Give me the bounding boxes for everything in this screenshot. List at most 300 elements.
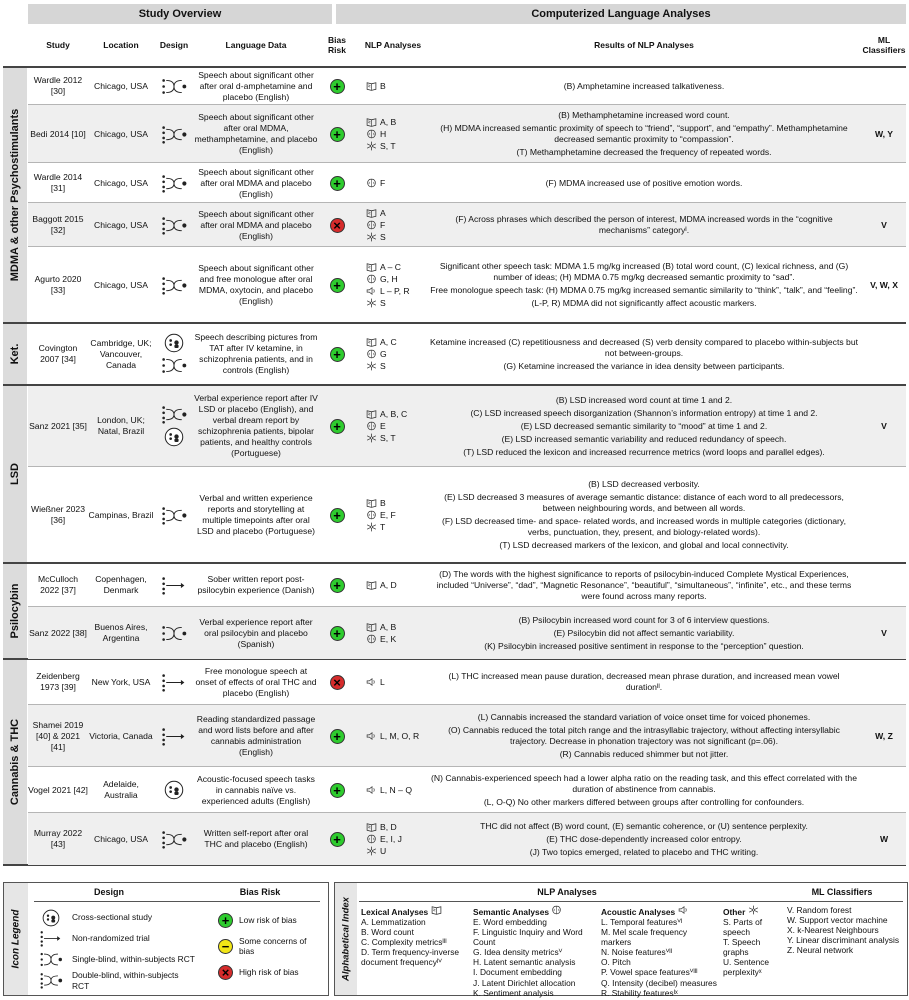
nlp-analysis-item — [366, 433, 407, 444]
semantic-icon — [366, 178, 377, 188]
other-icon — [748, 905, 759, 915]
bias-risk — [318, 247, 356, 323]
nlp-analysis-item — [366, 178, 385, 189]
legend-index-item: O. Pitch — [601, 957, 631, 968]
legend-index-item: F. Linguistic Inquiry and Word Count — [473, 927, 583, 948]
nlp-analyses — [360, 163, 426, 203]
result-line: (B) Amphetamine increased talkativeness. — [563, 80, 725, 91]
other-icon — [748, 907, 759, 917]
nlp-analysis-item — [366, 498, 396, 509]
language-data: Verbal experience report after IV LSD or placebo (English), and verbal dream report by schizophrenia patients, bipolar patients, and healthy controls (Portuguese) — [194, 393, 318, 458]
study-row — [28, 68, 906, 104]
bias-risk — [318, 813, 356, 865]
legend-index-item: Q. Intensity (decibel) measures — [601, 977, 717, 988]
nlp-analysis-codes: G, H — [380, 273, 398, 284]
nlp-analysis-codes: S — [380, 360, 386, 371]
result-line: (T) LSD reduced the lexicon and increased recurrence metrics (word loops and parallel edges). — [463, 446, 825, 457]
lexical-icon — [366, 208, 377, 218]
result-line: (G) Ketamine increased the variance in idea density between participants. — [503, 360, 785, 371]
legend-index-item: H. Latent semantic analysis — [473, 957, 576, 968]
lexical-icon — [366, 580, 377, 590]
language-data: Speech about significant other after oral MDMA and placebo (English) — [198, 208, 314, 241]
ml-classifiers — [862, 767, 906, 813]
study-name: Murray 2022 [43] — [33, 828, 83, 849]
result-line: (L, O-Q) No other markers differed between groups after controlling for confounders. — [483, 796, 805, 807]
legend-index-item: Y. Linear discriminant analysis — [787, 935, 900, 946]
ml-classifiers — [862, 324, 906, 384]
ml-classifiers — [862, 467, 906, 563]
col-results: Results of NLP Analyses — [594, 40, 694, 51]
nlp-analysis-item — [366, 634, 396, 645]
study-location: Chicago, USA — [94, 177, 148, 188]
legend-index-item: B. Word count — [361, 927, 414, 938]
bias-risk — [318, 386, 356, 466]
col-language: Language Data — [225, 40, 287, 51]
nlp-results — [426, 203, 862, 247]
nlp-analysis-codes: S, T — [380, 140, 396, 151]
nlp-analysis-item — [366, 274, 410, 285]
study-location: Copenhagen, Denmark — [95, 574, 147, 595]
study-name: Shamei 2019 [40] & 2021 [41] — [32, 719, 84, 752]
legend-design-item — [38, 928, 198, 949]
study-location: Campinas, Brazil — [88, 509, 154, 520]
study-row — [28, 812, 906, 865]
semantic-icon — [366, 510, 377, 520]
nlp-results — [426, 564, 862, 606]
result-line: (E) THC dose-dependently increased color entropy. — [546, 833, 742, 844]
low-risk-plus-icon: + — [330, 127, 345, 142]
group-label-psilocybin: Psilocybin — [3, 564, 27, 658]
legend-index-item: D. Term frequency-inverse document frequencyᴵⱽ — [361, 947, 460, 968]
semantic-icon — [366, 634, 377, 644]
nlp-analyses — [360, 386, 426, 466]
study-overview-header: Study Overview — [28, 4, 332, 24]
legend-index-item: X. k-Nearest Neighbours — [787, 925, 879, 936]
semantic-icon — [551, 907, 562, 917]
nlp-results — [426, 163, 862, 203]
study-design — [154, 324, 194, 384]
nlp-results — [426, 105, 862, 163]
nlp-analysis-item — [366, 232, 386, 243]
computerized-analyses-header: Computerized Language Analyses — [336, 4, 906, 24]
nlp-analyses — [360, 247, 426, 323]
study-location: Chicago, USA — [94, 80, 148, 91]
nlp-analysis-codes: A — [380, 207, 386, 218]
nlp-analysis-item — [366, 677, 385, 688]
nlp-analyses — [360, 813, 426, 865]
nlp-analysis-codes: A, B, C — [380, 408, 408, 419]
double-blind-icon — [161, 506, 187, 525]
double-blind-icon — [161, 125, 187, 144]
nlp-results — [426, 68, 862, 104]
legend-lexical — [361, 905, 469, 967]
nlp-analysis-codes: F — [380, 219, 386, 230]
nlp-results — [426, 660, 862, 704]
nlp-analysis-codes: E, I, J — [380, 833, 402, 844]
study-design — [154, 163, 194, 203]
bias-risk — [318, 324, 356, 384]
some-concerns-minus-icon: − — [218, 939, 233, 954]
study-design — [154, 467, 194, 563]
legend-semantic-title: Semantic Analyses — [473, 907, 550, 917]
single-blind-icon — [161, 77, 187, 96]
ml-classifiers: V, W, X — [870, 279, 898, 290]
nlp-analysis-codes: E, F — [380, 509, 396, 520]
nlp-analysis-item — [366, 141, 396, 152]
study-row — [28, 202, 906, 247]
nlp-analysis-codes: A, B — [380, 621, 397, 632]
result-line: (F) LSD decreased time- and space- related words, and increased words in multiple categories (dictionary, verbs, punctuation, they, present, and biology-related words). — [442, 516, 846, 537]
legend-acoustic — [601, 905, 719, 998]
legend-bias-label: High risk of bias — [239, 966, 299, 977]
nlp-results — [426, 705, 862, 767]
group-label-mdma: MDMA & other Psychostimulants — [3, 68, 27, 322]
nlp-analysis-codes: A, D — [380, 579, 397, 590]
result-line: (B) LSD increased word count at time 1 and 2. — [555, 394, 733, 405]
study-row — [28, 162, 906, 203]
result-line: (T) LSD decreased markers of the lexicon, and global and local connectivity. — [499, 540, 789, 550]
semantic-icon — [366, 274, 377, 284]
legend-acoustic-title: Acoustic Analyses — [601, 907, 676, 917]
nlp-analysis-item — [366, 81, 386, 92]
legend-index-item: M. Mel scale frequency markers — [601, 927, 688, 948]
semantic-icon — [366, 129, 377, 139]
col-ml: ML Classifiers — [862, 35, 906, 55]
acoustic-icon — [678, 905, 689, 915]
study-location: Chicago, USA — [94, 128, 148, 139]
semantic-icon — [366, 834, 377, 844]
nlp-analyses — [360, 324, 426, 384]
legend-design-label: Non-randomized trial — [72, 933, 150, 944]
study-location: Chicago, USA — [94, 279, 148, 290]
result-line: (H) MDMA increased semantic proximity of speech to “friend”, “support”, and “empathy”. Methamphetamine decreased semantic proximity to “compassion”. — [440, 123, 848, 144]
nlp-analysis-item — [366, 129, 396, 140]
low-risk-plus-icon: + — [330, 578, 345, 593]
bias-risk — [318, 68, 356, 104]
lexical-icon — [366, 409, 377, 419]
ml-classifiers — [862, 68, 906, 104]
study-row — [28, 246, 906, 323]
nlp-analysis-item — [366, 622, 396, 633]
bias-risk — [318, 467, 356, 563]
result-line: (N) Cannabis-experienced speech had a lower alpha ratio on the reading task, and this effect correlated with the duration of abstinence from cannabis. — [431, 772, 857, 794]
legend-index-item: K. Sentiment analysis — [473, 987, 554, 998]
nlp-analysis-item — [366, 731, 419, 742]
language-data: Speech about significant other after oral d-amphetamine and placebo (English) — [198, 69, 314, 102]
result-line: (O) Cannabis reduced the total pitch range and the intrasyllabic trajectory, without affecting intersyllabic trajectory. Decrease in phonation trajectory was not significant (p=.06). — [448, 725, 840, 746]
single-blind-icon — [161, 624, 187, 643]
nlp-analysis-item — [366, 286, 410, 297]
study-row — [28, 704, 906, 767]
result-line: (E) LSD decreased semantic similarity to “mood” at time 1 and 2. — [520, 420, 768, 431]
legend-index-item: A. Lemmatization — [361, 917, 426, 928]
nlp-analysis-item — [366, 208, 386, 219]
legend-ml — [787, 905, 905, 955]
nlp-analysis-item — [366, 349, 397, 360]
lexical-icon — [366, 337, 377, 347]
legend-index-item: W. Support vector machine — [787, 915, 888, 926]
legend-index-item: I. Document embedding — [473, 967, 562, 978]
other-icon — [366, 141, 377, 151]
study-row — [28, 466, 906, 563]
nlp-results — [426, 767, 862, 813]
result-line: (K) Psilocybin increased positive sentiment in response to the “perception” question. — [484, 640, 804, 651]
legend-bias-item — [218, 907, 322, 933]
low-risk-plus-icon: + — [330, 79, 345, 94]
semantic-icon — [366, 421, 377, 431]
ml-classifiers — [862, 564, 906, 606]
legend-index-item: V. Random forest — [787, 905, 852, 915]
language-data: Reading standardized passage and word lists before and after cannabis administration (English) — [196, 714, 316, 757]
language-data: Verbal experience report after oral psilocybin and placebo (Spanish) — [199, 616, 313, 649]
double-blind-icon — [161, 216, 187, 235]
study-design — [154, 105, 194, 163]
bias-risk — [318, 163, 356, 203]
nlp-analyses — [360, 660, 426, 704]
nlp-analysis-codes: B — [380, 80, 386, 91]
group-label-lsd: LSD — [3, 386, 27, 562]
language-data: Free monologue speech at onset of effects of oral THC and placebo (English) — [195, 665, 317, 698]
language-data: Written self-report after oral THC and placebo (English) — [203, 828, 309, 849]
other-icon — [366, 846, 377, 856]
nlp-analysis-item — [366, 822, 402, 833]
nlp-analyses — [360, 203, 426, 247]
lexical-icon — [431, 905, 442, 915]
nlp-analysis-codes: S — [380, 231, 386, 242]
low-risk-plus-icon: + — [330, 832, 345, 847]
ml-classifiers — [862, 163, 906, 203]
high-risk-x-icon: × — [330, 218, 345, 233]
study-name: Vogel 2021 [42] — [28, 784, 88, 795]
study-design — [154, 247, 194, 323]
col-study: Study — [46, 40, 70, 51]
lexical-icon — [366, 822, 377, 832]
result-line: (L) Cannabis increased the standard variation of voice onset time for voiced phonemes. — [477, 712, 811, 722]
double-blind-icon — [161, 830, 187, 849]
lexical-icon — [366, 117, 377, 127]
legend-nlp-title: NLP Analyses — [537, 887, 597, 897]
nlp-analysis-codes: S, T — [380, 432, 396, 443]
nlp-analysis-codes: F — [380, 177, 386, 188]
study-location: Buenos Aires, Argentina — [94, 622, 148, 643]
nlp-analysis-codes: L, N – Q — [380, 784, 412, 795]
study-location: Cambridge, UK; Vancouver, Canada — [90, 337, 152, 370]
study-name: Wardle 2014 [31] — [33, 172, 83, 193]
cross-sectional-icon — [42, 909, 60, 927]
nlp-analysis-codes: L – P, R — [380, 285, 410, 296]
ml-classifiers: V — [881, 420, 887, 431]
result-line: Ketamine increased (C) repetitiousness and decreased (S) verb density compared to placebo within-subjects but not between-groups. — [430, 336, 859, 358]
legend-index-item: G. Idea density metricsⱽ — [473, 947, 563, 958]
nlp-analysis-item — [366, 361, 397, 372]
study-name: Sanz 2021 [35] — [29, 420, 87, 431]
single-blind-icon — [161, 356, 187, 375]
study-name: Agurto 2020 [33] — [34, 274, 82, 295]
legend-index-item: E. Word embedding — [473, 917, 547, 928]
low-risk-plus-icon: + — [330, 278, 345, 293]
high-risk-x-icon: × — [330, 675, 345, 690]
bias-risk — [318, 203, 356, 247]
result-line: (T) Methamphetamine decreased the frequency of repeated words. — [516, 147, 772, 157]
result-line: (R) Cannabis reduced shimmer but not jitter. — [559, 749, 729, 759]
lexical-icon — [366, 498, 377, 508]
nlp-analysis-codes: H — [380, 128, 387, 139]
nlp-results — [426, 813, 862, 865]
legend-bias-item — [218, 959, 322, 985]
nlp-analyses — [360, 68, 426, 104]
col-nlp: NLP Analyses — [364, 40, 422, 51]
legend-ml-title: ML Classifiers — [811, 887, 873, 897]
group-label-cannabis: Cannabis & THC — [3, 660, 27, 864]
result-line: (B) Psilocybin increased word count for 3 of 6 interview questions. — [518, 614, 770, 625]
nlp-analysis-codes: A, C — [380, 336, 397, 347]
language-data: Speech describing pictures from TAT after IV ketamine, in schizophrenia patients, and in controls (English) — [194, 332, 318, 375]
result-line: (L-P, R) MDMA did not significantly affect acoustic markers. — [531, 298, 757, 308]
study-name: Bedi 2014 [10] — [30, 128, 86, 139]
col-bias: Bias Risk — [328, 35, 346, 55]
study-name: Wießner 2023 [36] — [31, 504, 85, 525]
acoustic-icon — [678, 907, 689, 917]
result-line: (E) LSD increased semantic variability and reduced redundancy of speech. — [501, 433, 787, 444]
icon-legend — [3, 882, 329, 996]
result-line: Free monologue speech task: (H) MDMA 0.75 mg/kg increased semantic similarity to “think”, “talk”, and “feeling”. — [430, 285, 858, 295]
study-location: Adelaide, Australia — [103, 779, 139, 800]
legend-design-label: Cross-sectional study — [72, 912, 153, 923]
low-risk-plus-icon: + — [330, 347, 345, 362]
legend-design-item — [38, 907, 198, 928]
nlp-analysis-item — [366, 337, 397, 348]
low-risk-plus-icon: + — [330, 729, 345, 744]
nlp-results — [426, 386, 862, 466]
nlp-analysis-codes: B, D — [380, 821, 397, 832]
legend-index-item: P. Vowel space featuresⱽᴵᴵᴵ — [601, 967, 698, 978]
study-location: Victoria, Canada — [89, 730, 153, 741]
nlp-analysis-item — [366, 785, 412, 796]
nlp-analyses — [360, 607, 426, 659]
legend-bias-label: Low risk of bias — [239, 914, 297, 925]
double-blind-icon — [161, 276, 187, 295]
lexical-icon — [366, 622, 377, 632]
nlp-analyses — [360, 564, 426, 606]
result-line: (B) LSD decreased verbosity. — [588, 479, 700, 489]
nlp-analysis-item — [366, 510, 396, 521]
result-line: (C) LSD increased speech disorganization (Shannon’s information entropy) at time 1 and 2. — [470, 407, 818, 418]
study-design — [154, 660, 194, 704]
legend-index-item: J. Latent Dirichlet allocation — [473, 977, 576, 988]
legend-bias-title: Bias Risk — [239, 887, 281, 897]
col-location: Location — [103, 40, 139, 51]
lexical-icon — [366, 262, 377, 272]
ml-classifiers: W — [879, 833, 889, 844]
study-design — [154, 767, 194, 813]
nlp-analysis-item — [366, 421, 407, 432]
low-risk-plus-icon: + — [330, 626, 345, 641]
nlp-analysis-codes: S — [380, 297, 386, 308]
ml-classifiers: V — [881, 627, 887, 638]
legend-design-label: Single-blind, within-subjects RCT — [72, 954, 195, 965]
legend-bias-label: Some concerns of bias — [239, 935, 307, 956]
legend-design-item — [38, 949, 198, 970]
acoustic-icon — [366, 731, 377, 741]
legend-index-item: L. Temporal featuresⱽᴵ — [601, 917, 683, 928]
non-randomized-icon — [161, 673, 187, 692]
alphabetical-index — [334, 882, 908, 996]
result-line: (F) MDMA increased use of positive emotion words. — [545, 177, 743, 188]
cross-sectional-icon — [164, 427, 184, 447]
legend-design-label: Double-blind, within-subjects RCT — [71, 970, 179, 991]
bias-risk — [318, 705, 356, 767]
nlp-analyses — [360, 105, 426, 163]
legend-index-item: C. Complexity metricsᴵᴵᴵ — [361, 937, 447, 948]
lexical-icon — [366, 81, 377, 91]
nlp-analyses — [360, 467, 426, 563]
ml-classifiers — [862, 660, 906, 704]
other-icon — [366, 361, 377, 371]
study-design — [154, 68, 194, 104]
double-blind-icon — [161, 405, 187, 424]
nlp-results — [426, 324, 862, 384]
semantic-icon — [366, 220, 377, 230]
legend-index-item: R. Stability featuresᴵˣ — [601, 987, 678, 998]
study-name: Covington 2007 [34] — [38, 343, 78, 364]
result-line: (D) The words with the highest significance to reports of psilocybin-induced Complete Mystical Experiences, included “Universe”, “dad”, “Magnetic Resonance”, “beautiful”, “simultaneous”, “infinite”, etc., and these terms were found across many reports. — [436, 568, 852, 601]
semantic-icon — [551, 905, 562, 915]
double-blind-icon — [39, 972, 63, 989]
language-data: Verbal and written experience reports and storytelling at multiple timepoints after oral LSD and placebo (Portuguese) — [196, 493, 315, 536]
low-risk-plus-icon: + — [330, 783, 345, 798]
study-name: Sanz 2022 [38] — [29, 627, 87, 638]
acoustic-icon — [366, 785, 377, 795]
study-row — [28, 660, 906, 704]
nlp-analysis-item — [366, 846, 402, 857]
acoustic-icon — [366, 677, 377, 687]
lexical-icon — [431, 907, 442, 917]
legend-design-item — [38, 970, 198, 991]
bias-risk — [318, 660, 356, 704]
nlp-analysis-item — [366, 409, 407, 420]
nlp-analyses — [360, 767, 426, 813]
study-name: Wardle 2012 [30] — [33, 75, 83, 96]
legend-bias-list — [218, 907, 322, 985]
study-row — [28, 104, 906, 163]
nlp-analysis-item — [366, 262, 410, 273]
alphabetical-index-title: Alphabetical Index — [340, 897, 352, 981]
nlp-analysis-codes: G — [380, 348, 387, 359]
low-risk-plus-icon: + — [218, 913, 233, 928]
legend-design-list — [38, 907, 198, 991]
other-icon — [366, 522, 377, 532]
language-data: Speech about significant other after oral MDMA and placebo (English) — [198, 166, 314, 199]
other-icon — [366, 298, 377, 308]
nlp-analysis-codes: T — [380, 521, 386, 532]
nlp-analysis-codes: U — [380, 845, 387, 856]
nlp-analyses — [360, 705, 426, 767]
result-line: (E) LSD decreased 3 measures of average semantic distance: distance of each word to all predecessors, between neighbouring words, and between all words. — [444, 492, 844, 513]
nlp-analysis-codes: B — [380, 497, 386, 508]
study-row — [28, 564, 906, 606]
ml-classifiers: V — [881, 219, 887, 230]
study-name: Zeidenberg 1973 [39] — [36, 671, 80, 692]
study-row — [28, 606, 906, 659]
study-design — [154, 705, 194, 767]
result-line: (F) Across phrases which described the person of interest, MDMA increased words in the “cognitive mechanisms” categoryᴵ. — [455, 214, 833, 235]
nlp-analysis-item — [366, 298, 410, 309]
legend-index-item: S. Parts of speech — [723, 917, 763, 938]
study-location: Chicago, USA — [94, 219, 148, 230]
nlp-analysis-codes: A – C — [380, 261, 402, 272]
acoustic-icon — [366, 286, 377, 296]
high-risk-x-icon: × — [218, 965, 233, 980]
